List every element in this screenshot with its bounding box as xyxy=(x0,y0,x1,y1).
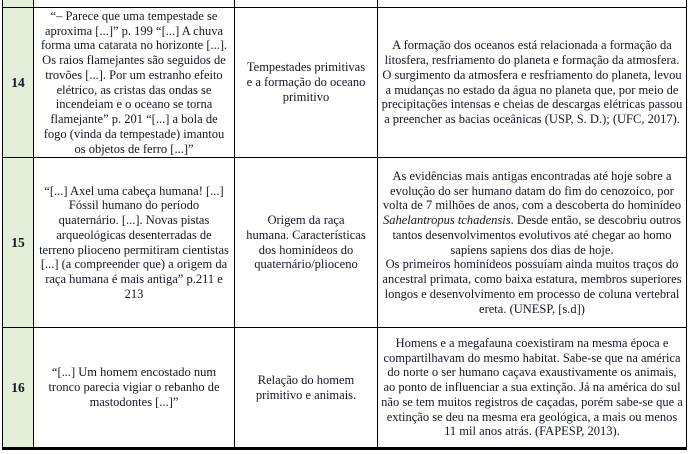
row-16-explanation-cell: Homens e a megafauna coexistiram na mesma época e compartilhavam do mesmo habitat. Sabe-se que na américa do norte o ser humano caçava exaustivamente os animais, ao ponto de influenciar a sua extinção. Já na américa do sul não se tem muitos registros de caçadas, porém sabe-se que a extinção se deu na mesma era geológica, a mais ou menos 11 mil anos atrás. (FAPESP, 2013). xyxy=(378,328,686,447)
row-15-explanation-text xyxy=(381,169,683,317)
partial-row-quote-cell xyxy=(34,0,234,7)
row-14-explanation-cell: A formação dos oceanos está relacionada a formação da litosfera, resfriamento do planeta e formação da atmosfera. O surgimento da atmosfera e resfriamento do planeta, levou a mudanças no estado da água no planeta que, por meio de precipitações intensas e cheias de descargas elétricas passou a preencher as bacias oceânicas (USP, S. D.); (UFC, 2017). xyxy=(378,8,686,157)
row-15-quote-cell: “[...] Axel uma cabeça humana! [...] Fóssil humano do período quaternário. [...]. Novas pistas arqueológicas desenterradas de terreno plioceno permitiram cientistas [...] (a compreender que) a origem da raça humana é mais antiga” p.211 e 213 xyxy=(34,158,234,327)
row-16-topic-cell xyxy=(235,328,377,447)
row-14-topic-cell xyxy=(235,8,377,157)
row-16-topic-text: Relação do homem primitivo e animais. xyxy=(255,372,357,402)
partial-row-explanation-cell xyxy=(378,0,686,7)
row-15-explanation-seg1: As evidências mais antigas encontradas até hoje sobre a evolução do ser humano datam do fim do cenozoico, por volta de 7 milhões de anos, com a descoberta do hominídeo xyxy=(382,168,682,213)
partial-row-topic-cell xyxy=(235,0,377,7)
row-15-topic-text: Origem da raça humana. Características dos hominídeos do quaternário/plioceno xyxy=(246,213,366,272)
row-16-quote-cell: “[...] Um homem encostado num tronco parecia vigiar o rebanho de mastodontes [...]” xyxy=(34,328,234,447)
row-15-explanation-seg2: . Desde então, se descobriu outros tantos desenvolvimentos evolutivos até chegar ao homo sapiens sapiens dos dias de hoje. xyxy=(392,213,682,257)
row-14-quote-cell: “– Parece que uma tempestade se aproxima [...]” p. 199 “[...] A chuva forma uma catarata no horizonte [...]. Os raios flamejantes são seguidos de trovões [...]. Por um estranho efeito elétrico, as cristas das ondas se incendeiam e o oceano se torna flamejante” p. 201 “[...] a bola de fogo (vinda da tempestade) imantou os objetos de ferro [...]” xyxy=(34,8,234,157)
row-15-number-cell: 15 xyxy=(3,158,33,327)
row-15-explanation-para2: Os primeiros hominídeos possuíam ainda muitos traços do ancestral primata, como baixa estatura, membros superiores longos e desenvolvimento em processo de coluna vertebral ereta. (UNESP, [s.d]) xyxy=(382,257,682,316)
partial-row-number-cell xyxy=(3,0,33,7)
row-15-topic-cell xyxy=(235,158,377,327)
row-15-species-name: Sahelantropus tchadensis xyxy=(382,213,511,227)
row-15-explanation-cell xyxy=(378,158,686,327)
comparison-table xyxy=(2,0,687,450)
row-16-number-cell: 16 xyxy=(3,328,33,447)
row-14-number-cell: 14 xyxy=(3,8,33,157)
row-14-topic-text: Tempestades primitivas e a formação do oceano primitivo xyxy=(246,60,366,104)
